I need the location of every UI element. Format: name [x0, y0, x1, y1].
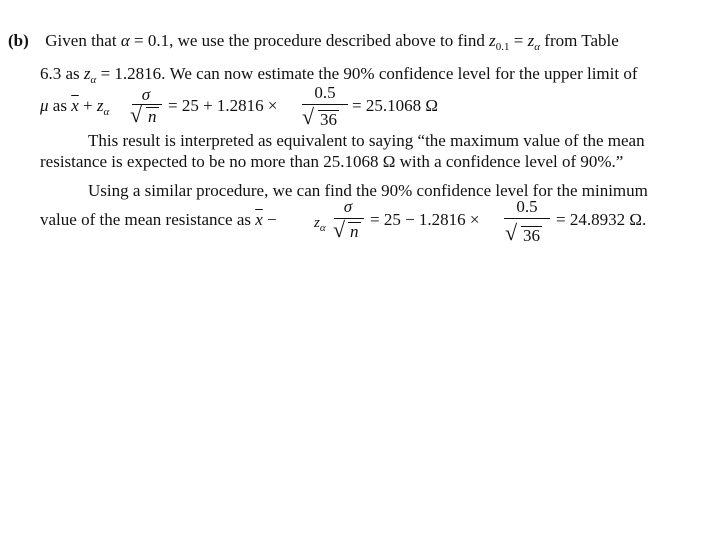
alpha-value-text: = 0.1, we use the procedure described above to find [134, 31, 485, 50]
half-numerator-2: 0.5 [516, 197, 538, 216]
line-1 [8, 31, 619, 53]
z-alpha-symbol-3: z [96, 96, 104, 115]
sigma-over-sqrt-n-fraction-2 [334, 198, 362, 216]
upper-equation-text: = 25 + 1.2816 × [168, 96, 278, 115]
from-table-text: from Table [544, 31, 619, 50]
line-3-equation [168, 96, 278, 116]
plus-sign: + [83, 96, 93, 115]
sqrt-n-radicand-2: n [350, 222, 359, 241]
upper-limit-result: = 25.1068 Ω [352, 96, 438, 115]
sqrt-symbol-2: √ [302, 104, 315, 129]
sqrt-n-radicand: n [148, 107, 157, 126]
line-4 [88, 131, 645, 151]
estimate-text: = 1.2816. We can now estimate the 90% confidence level for the upper limit of [100, 64, 638, 83]
sqrt-36-radicand-2: 36 [523, 226, 540, 245]
line-6 [88, 181, 648, 201]
line-2 [40, 64, 638, 86]
line-7 [40, 210, 277, 230]
sigma-numerator-2: σ [343, 197, 353, 216]
part-label: (b) [8, 31, 29, 50]
mu-symbol: μ [40, 96, 49, 115]
x-bar-symbol: $\overline{x}$ [71, 96, 79, 115]
z-alpha-symbol-2: z [83, 64, 91, 83]
line-7-result [556, 210, 646, 230]
z-alpha-symbol: z [527, 31, 535, 50]
z-subscript: 0.1 [495, 41, 510, 53]
equals-sign: = [513, 31, 524, 50]
alpha-symbol: α [120, 31, 130, 50]
z-alpha-subscript: α [534, 41, 541, 53]
lower-equation-text: = 25 − 1.2816 × [370, 210, 480, 229]
lower-limit-result: = 24.8932 Ω. [556, 210, 647, 229]
table-ref-text: 6.3 as [40, 64, 80, 83]
half-over-sqrt36-fraction-2 [504, 198, 550, 216]
sqrt-symbol-4: √ [505, 220, 518, 245]
interpretation-text-2: resistance is expected to be no more than 25.1068 Ω with a confidence level of 90%.” [40, 152, 624, 171]
z-symbol: z [489, 31, 496, 50]
half-numerator: 0.5 [314, 83, 336, 102]
fraction-bar-4 [504, 218, 550, 219]
sqrt-36-radicand: 36 [320, 110, 337, 129]
mean-resistance-text: value of the mean resistance as [40, 210, 251, 229]
sqrt-symbol: √ [130, 102, 143, 127]
z-alpha-subscript-3: α [103, 106, 110, 118]
x-bar-symbol-2: $\overline{x}$ [255, 210, 263, 229]
sigma-numerator: σ [141, 85, 151, 104]
minus-sign: − [267, 210, 277, 229]
z-alpha-subscript-2: α [90, 74, 97, 86]
as-text: as [52, 96, 67, 115]
interpretation-text-1: This result is interpreted as equivalent to saying “the maximum value of the mean [88, 131, 645, 150]
given-text: Given that [45, 31, 117, 50]
sqrt-symbol-3: √ [333, 217, 346, 242]
minimum-text-1: Using a similar procedure, we can find the 90% confidence level for the minimum [88, 181, 648, 200]
half-over-sqrt36-fraction [302, 84, 348, 102]
line-5 [40, 152, 623, 172]
line-7-equation [370, 210, 480, 230]
line-3 [40, 96, 109, 118]
z-alpha-symbol-4: $z_\alpha$ [314, 215, 326, 234]
line-3-result [352, 96, 438, 116]
